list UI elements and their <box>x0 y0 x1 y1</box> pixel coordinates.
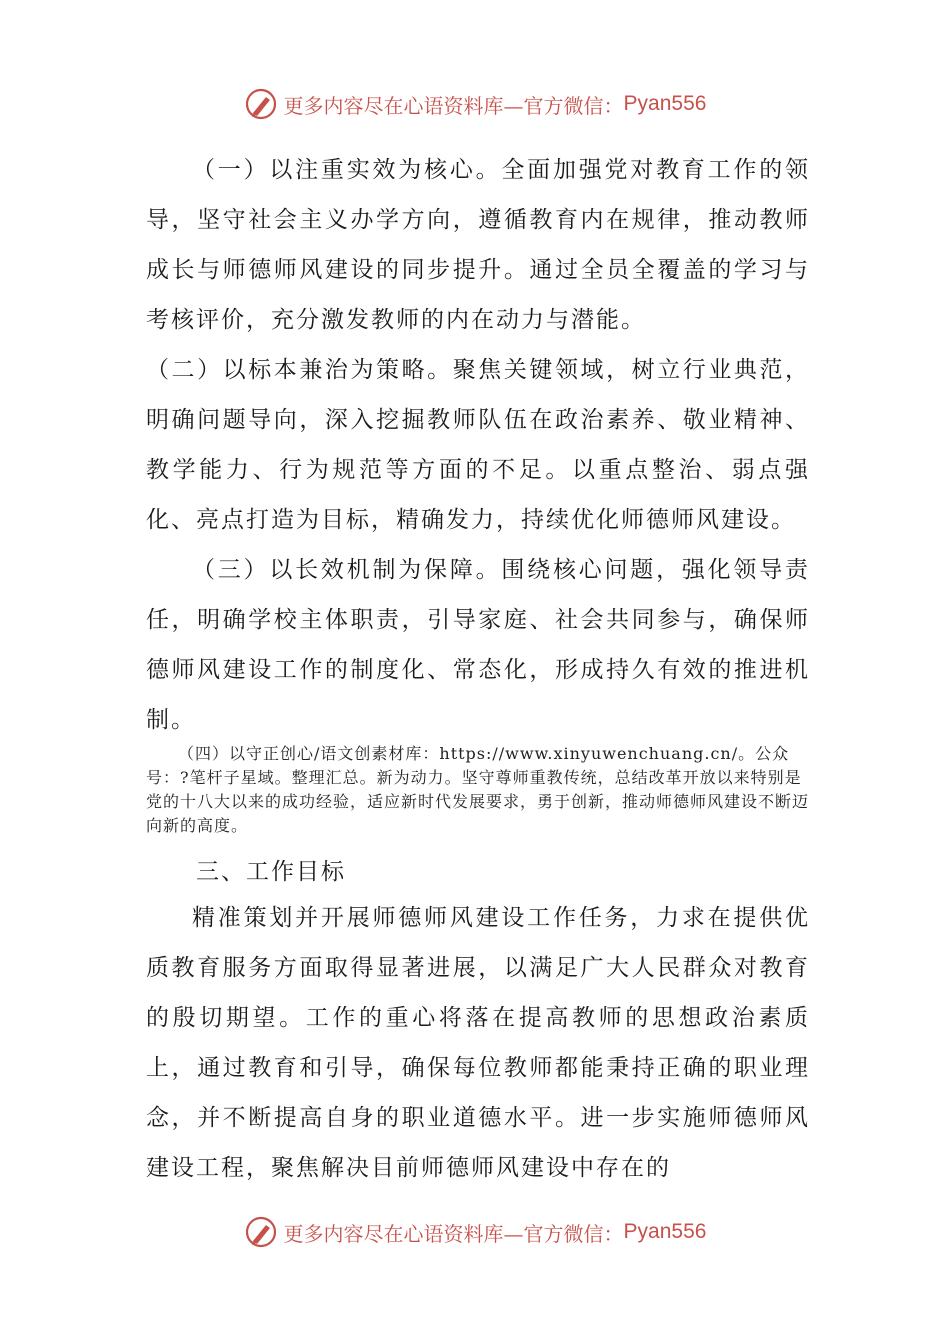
banner-wechat-id: Pyan556 <box>623 92 707 115</box>
paragraph-3: （三）以长效机制为保障。围绕核心问题，强化领导责任，明确学校主体职责，引导家庭、社会共同参与，确保师德师风建设工作的制度化、常态化，形成持久有效的推进机制。 <box>146 557 810 733</box>
header-watermark-banner <box>0 84 950 124</box>
paragraph-1: （一）以注重实效为核心。全面加强党对教育工作的领导，坚守社会主义办学方向，遵循教育内在规律，推动教师成长与师德师风建设的同步提升。通过全员全覆盖的学习与考核评价，充分激发教师的内在动力与潜能。 <box>146 157 810 333</box>
footer-watermark-banner <box>0 1212 950 1252</box>
pen-nib-logo-icon <box>244 87 278 121</box>
paragraph-5: 精准策划并开展师德师风建设工作任务，力求在提供优质教育服务方面取得显著进展，以满足广大人民群众对教育的殷切期望。工作的重心将落在提高教师的思想政治素质上，通过教育和引导，确保每位教师都能秉持正确的职业理念，并不断提高自身的职业道德水平。进一步实施师德师风建设工程，聚焦解决目前师德师风建设中存在的 <box>146 905 810 1181</box>
banner-wechat-id: Pyan556 <box>623 1220 707 1243</box>
paragraph-4-small: （四）以守正创心/语文创素材库：https://www.xinyuwenchuang.cn/。公众号：?笔杆子星域。整理汇总。新为动力。坚守尊师重教传统，总结改革开放以来特别是党的十八大以来的成功经验，适应新时代发展要求，勇于创新，推动师德师风建设不断迈向新的高度。 <box>146 744 810 835</box>
section-heading-goals: 三、工作目标 <box>196 859 346 885</box>
pen-nib-logo-icon <box>244 1215 278 1249</box>
paragraph-2: （二）以标本兼治为策略。聚焦关键领域，树立行业典范，明确问题导向，深入挖掘教师队伍在政治素养、敬业精神、教学能力、行为规范等方面的不足。以重点整治、弱点强化、亮点打造为目标，精确发力，持续优化师德师风建设。 <box>146 357 810 533</box>
banner-text: 更多内容尽在心语资料库—官方微信： <box>283 1221 624 1246</box>
banner-text: 更多内容尽在心语资料库—官方微信： <box>283 93 624 118</box>
